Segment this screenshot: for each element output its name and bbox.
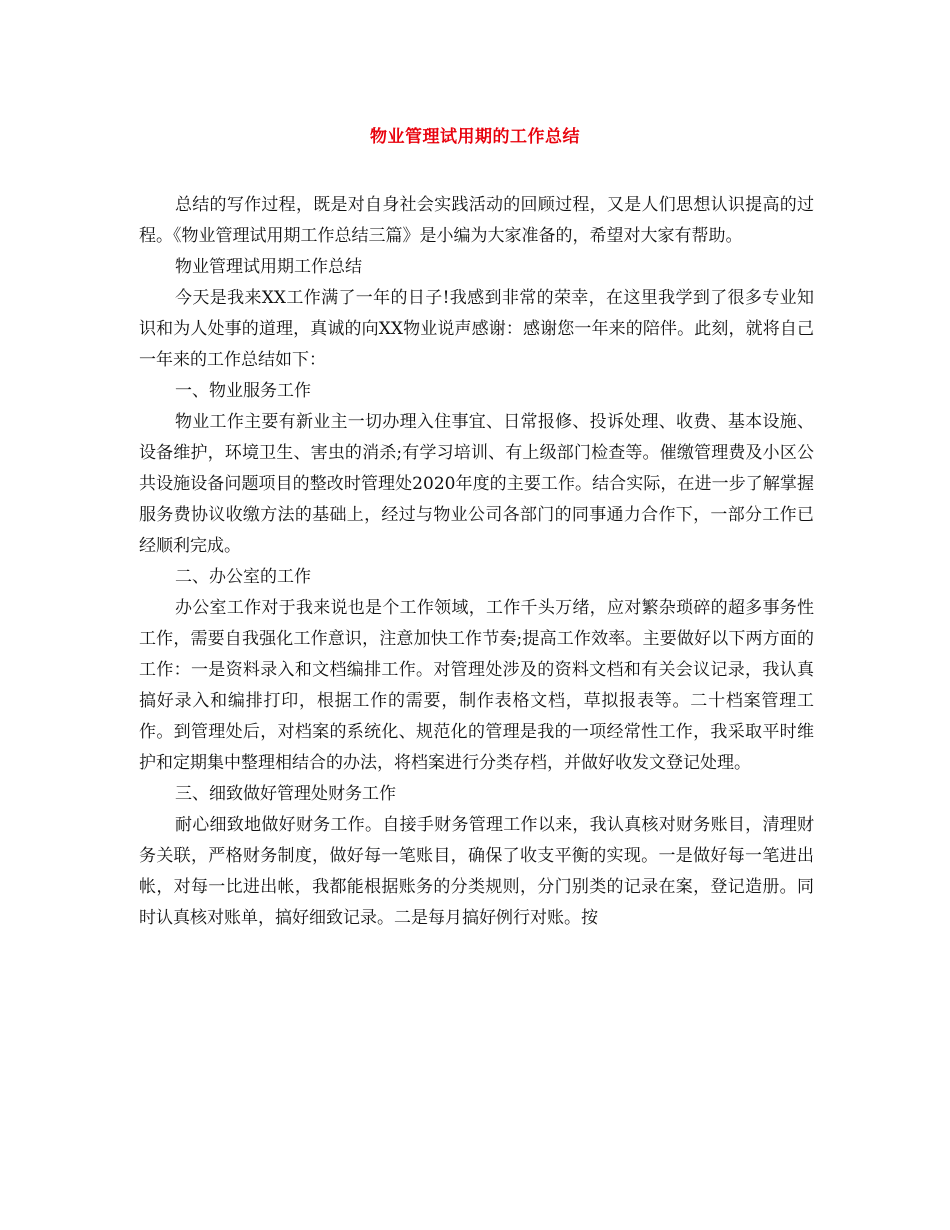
opening-paragraph: 今天是我来XX工作满了一年的日子!我感到非常的荣幸，在这里我学到了很多专业知识和为人处事的道理，真诚的向XX物业说声感谢：感谢您一年来的陪伴。此刻，就将自己一年来的工作总结如下：	[139, 288, 814, 370]
section-1-paragraph: 物业工作主要有新业主一切办理入住事宜、日常报修、投诉处理、收费、基本设施、设备维护，环境卫生、害虫的消杀;有学习培训、有上级部门检查等。催缴管理费及小区公共设施设备问题项目的整改时管理处2020年度的主要工作。结合实际，在进一步了解掌握服务费协议收缴方法的基础上，经过与物业公司各部门的同事通力合作下，一部分工作已经顺利完成。	[139, 412, 814, 556]
intro-paragraph: 总结的写作过程，既是对自身社会实践活动的回顾过程，又是人们思想认识提高的过程。《物业管理试用期工作总结三篇》是小编为大家准备的，希望对大家有帮助。	[139, 195, 814, 246]
section-3-paragraph: 耐心细致地做好财务工作。自接手财务管理工作以来，我认真核对财务账目，清理财务关联，严格财务制度，做好每一笔账目，确保了收支平衡的实现。一是做好每一笔进出帐，对每一比进出帐，我都能根据账务的分类规则，分门别类的记录在案，登记造册。同时认真核对账单，搞好细致记录。二是每月搞好例行对账。按	[139, 815, 814, 928]
document-title: 物业管理试用期的工作总结	[370, 127, 580, 147]
subtitle-paragraph: 物业管理试用期工作总结	[175, 257, 362, 277]
section-2-paragraph: 办公室工作对于我来说也是个工作领域，工作千头万绪，应对繁杂琐碎的超多事务性工作，需要自我强化工作意识，注意加快工作节奏;提高工作效率。主要做好以下两方面的工作：一是资料录入和文档编排工作。对管理处涉及的资料文档和有关会议记录，我认真搞好录入和编排打印，根据工作的需要，制作表格文档，草拟报表等。二十档案管理工作。到管理处后，对档案的系统化、规范化的管理是我的一项经常性工作，我采取平时维护和定期集中整理相结合的办法，将档案进行分类存档，并做好收发文登记处理。	[139, 598, 814, 773]
section-heading-2: 二、办公室的工作	[175, 567, 311, 587]
section-heading-1: 一、物业服务工作	[175, 381, 311, 401]
document-body	[139, 190, 814, 934]
section-heading-3: 三、细致做好管理处财务工作	[175, 784, 396, 804]
